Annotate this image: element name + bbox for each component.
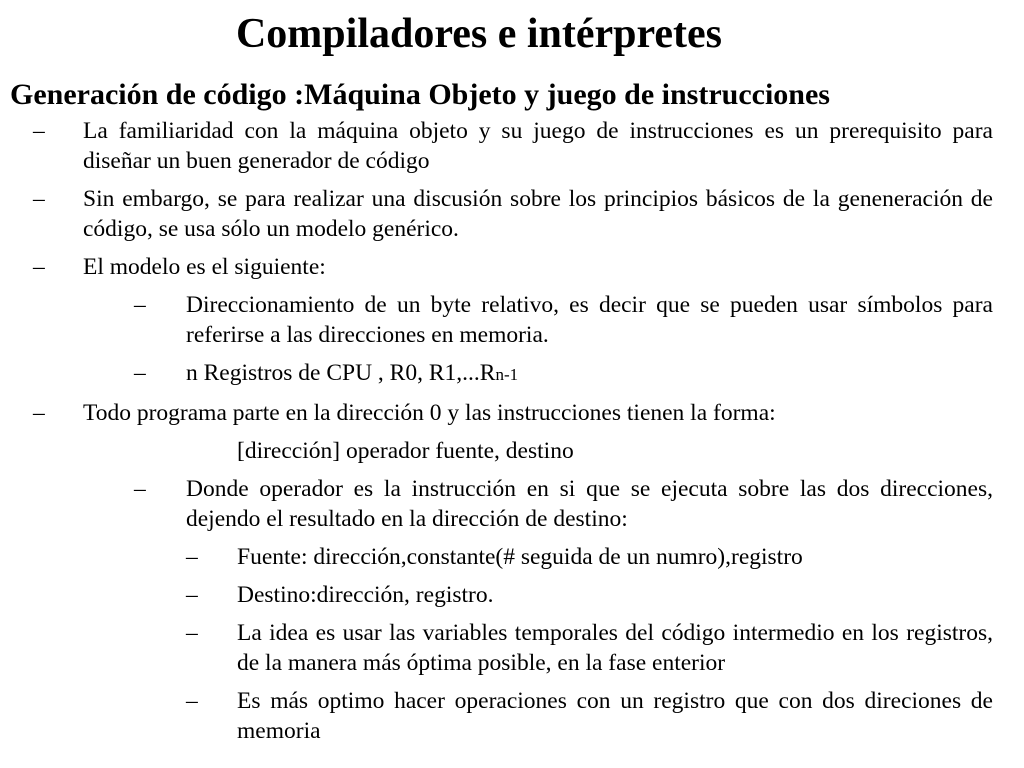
sub-bullet-item	[0, 358, 1024, 390]
slide-subtitle: Generación de código :Máquina Objeto y juego de instrucciones	[10, 78, 830, 111]
bullet-item	[0, 184, 1024, 244]
bullet-dash: –	[186, 620, 198, 646]
sub-sub-bullet-item	[0, 618, 1024, 678]
bullet-dash: –	[33, 186, 45, 212]
sub-bullet-item	[0, 474, 1024, 534]
bullet-dash: –	[186, 582, 198, 608]
instruction-format-text: [dirección] operador fuente, destino	[237, 438, 574, 464]
bullet-text: Destino:dirección, registro.	[237, 582, 494, 608]
bullet-text: Todo programa parte en la dirección 0 y las instrucciones tienen la forma:	[83, 400, 776, 426]
bullet-dash: –	[134, 360, 146, 386]
bullet-dash: –	[33, 118, 45, 144]
registers-subscript: n-1	[495, 365, 519, 384]
bullet-item	[0, 252, 1024, 282]
sub-bullet-item	[0, 290, 1024, 350]
bullet-text: La idea es usar las variables temporales del código intermedio en los registros, de la manera más óptima posible, en la fase enterior	[237, 620, 993, 676]
bullet-item	[0, 398, 1024, 428]
bullet-text: La familiaridad con la máquina objeto y su juego de instrucciones es un prerequisito para diseñar un buen generador de código	[83, 118, 993, 174]
registers-text: n Registros de CPU , R0, R1,...R	[186, 360, 496, 386]
bullet-text	[186, 358, 993, 390]
bullet-list	[0, 116, 1024, 754]
bullet-text: Direccionamiento de un byte relativo, es decir que se pueden usar símbolos para referirse a las direcciones en memoria.	[186, 292, 993, 348]
sub-sub-bullet-item	[0, 542, 1024, 572]
bullet-text: Sin embargo, se para realizar una discusión sobre los principios básicos de la geneneración de código, se usa sólo un modelo genérico.	[83, 186, 993, 242]
sub-sub-bullet-item	[0, 686, 1024, 746]
bullet-dash: –	[186, 688, 198, 714]
bullet-text: Es más optimo hacer operaciones con un registro que con dos direciones de memoria	[237, 688, 993, 744]
bullet-dash: –	[33, 254, 45, 280]
bullet-dash: –	[186, 544, 198, 570]
bullet-text: El modelo es el siguiente:	[83, 254, 326, 280]
instruction-format	[0, 436, 1024, 466]
slide-title: Compiladores e intérpretes	[235, 11, 723, 57]
bullet-dash: –	[134, 476, 146, 502]
bullet-text: Donde operador es la instrucción en si que se ejecuta sobre las dos direcciones, dejendo el resultado en la dirección de destino:	[186, 476, 993, 532]
bullet-item	[0, 116, 1024, 176]
bullet-dash: –	[33, 400, 45, 426]
sub-sub-bullet-item	[0, 580, 1024, 610]
bullet-text: Fuente: dirección,constante(# seguida de un numro),registro	[237, 544, 803, 570]
bullet-dash: –	[134, 292, 146, 318]
